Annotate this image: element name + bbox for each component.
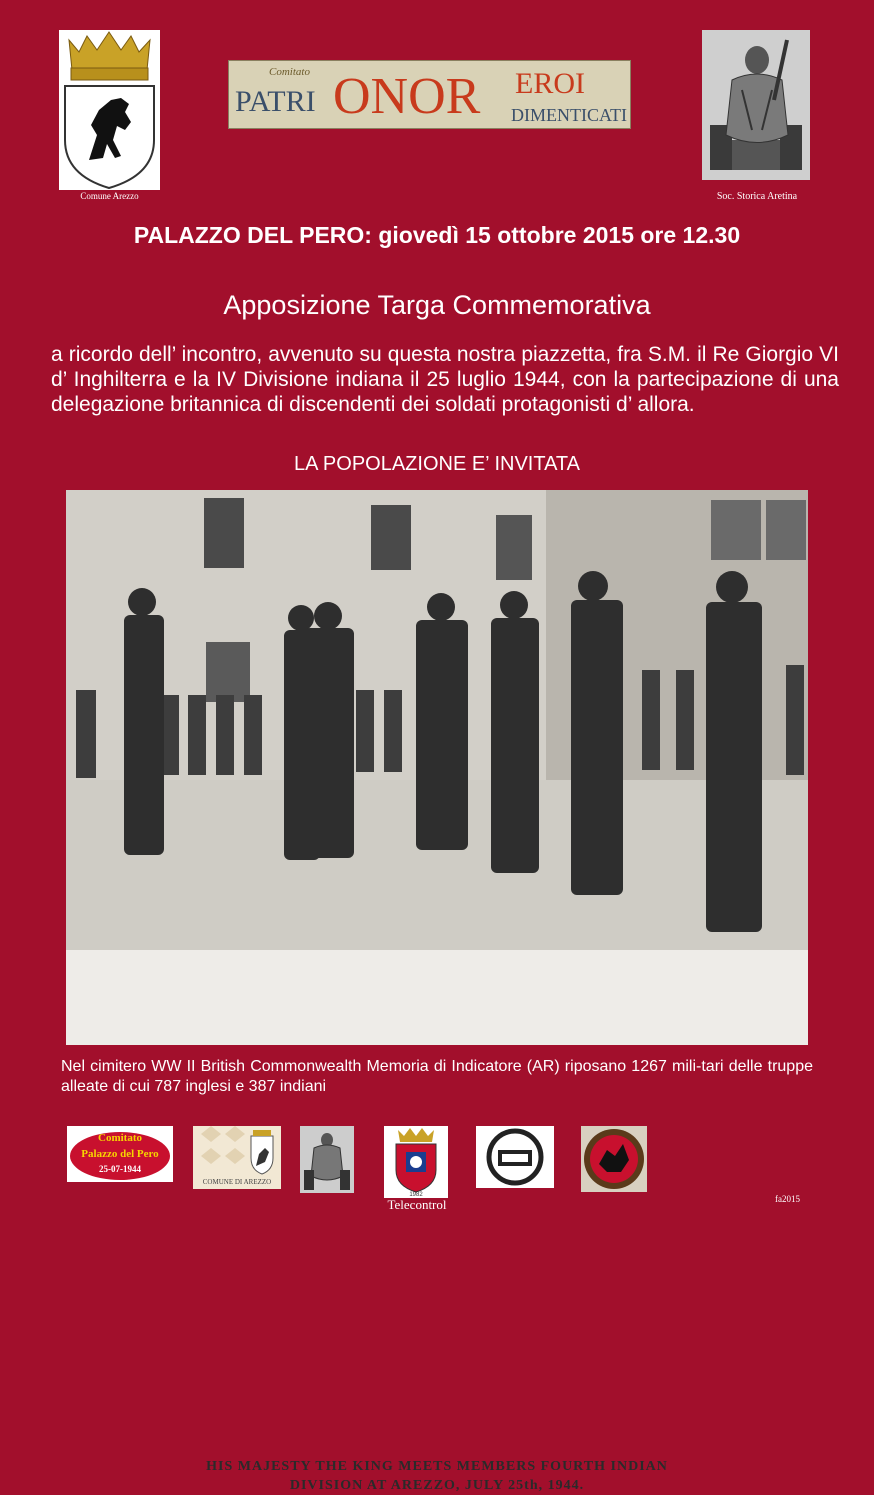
comune-di-arezzo-logo-label: COMUNE DI AREZZO xyxy=(202,1178,272,1186)
event-subtitle: Apposizione Targa Commemorativa xyxy=(223,290,651,320)
comitato-logo-date: 25-07-1944 xyxy=(99,1164,141,1174)
photo-caption-line-2: DIVISION AT AREZZO, JULY 25th, 1944. xyxy=(289,1478,585,1493)
societa-storica-aretina-logo xyxy=(702,30,810,180)
circular-badge-logo xyxy=(581,1126,647,1192)
societa-storica-aretina-caption: Soc. Storica Aretina xyxy=(716,191,798,202)
comune-arezzo-caption: Comune Arezzo xyxy=(80,191,139,201)
event-description: a ricordo dell’ incontro, avvenuto su questa nostra piazzetta, fra S.M. il Re Giorgio VI d’ Inghilterra e la IV Divisione indiana il 25 luglio 1944, con la partecipazione di una delegazione britannica di discendenti dei soldati protagonisti d’ allora. xyxy=(51,343,839,416)
telecontrol-crest-logo xyxy=(384,1126,448,1198)
banner-eroi-text: EROI xyxy=(515,67,585,100)
comitato-palazzo-del-pero-logo xyxy=(67,1126,173,1182)
cemetery-note: Nel cimitero WW II British Commonwealth Memoria di Indicatore (AR) riposano 1267 mili-tari delle truppe alleate di cui 787 inglesi e 387 indiani xyxy=(61,1058,813,1095)
banner-patri-text: PATRI xyxy=(235,85,316,118)
photo-caption-line-1: HIS MAJESTY THE KING MEETS MEMBERS FOURTH INDIAN xyxy=(206,1459,668,1474)
telecontrol-label: Telecontrol xyxy=(387,1197,447,1212)
crest-year-text: 1982 xyxy=(409,1192,423,1198)
historical-photo-caption xyxy=(66,1457,808,1495)
invitation-text: LA POPOLAZIONE E’ INVITATA xyxy=(294,453,580,475)
round-emblem-logo xyxy=(476,1126,554,1188)
comitato-logo-line1: Comitato xyxy=(98,1132,142,1144)
societa-storica-small-logo xyxy=(300,1126,354,1193)
comune-di-arezzo-logo xyxy=(193,1126,281,1189)
historical-photo-illustration xyxy=(66,490,808,1045)
design-credit: fa2015 xyxy=(775,1194,800,1204)
banner-dimenticati-text: DIMENTICATI xyxy=(511,105,627,125)
patrionor-eroi-dimenticati-banner xyxy=(228,60,631,129)
banner-comitato-text: Comitato xyxy=(269,66,310,78)
event-headline: PALAZZO DEL PERO: giovedì 15 ottobre 2015 ore 12.30 xyxy=(133,222,741,248)
comune-arezzo-crest-logo xyxy=(59,30,160,190)
comitato-logo-line2: Palazzo del Pero xyxy=(81,1148,159,1160)
banner-onor-text: ONOR xyxy=(333,68,481,125)
